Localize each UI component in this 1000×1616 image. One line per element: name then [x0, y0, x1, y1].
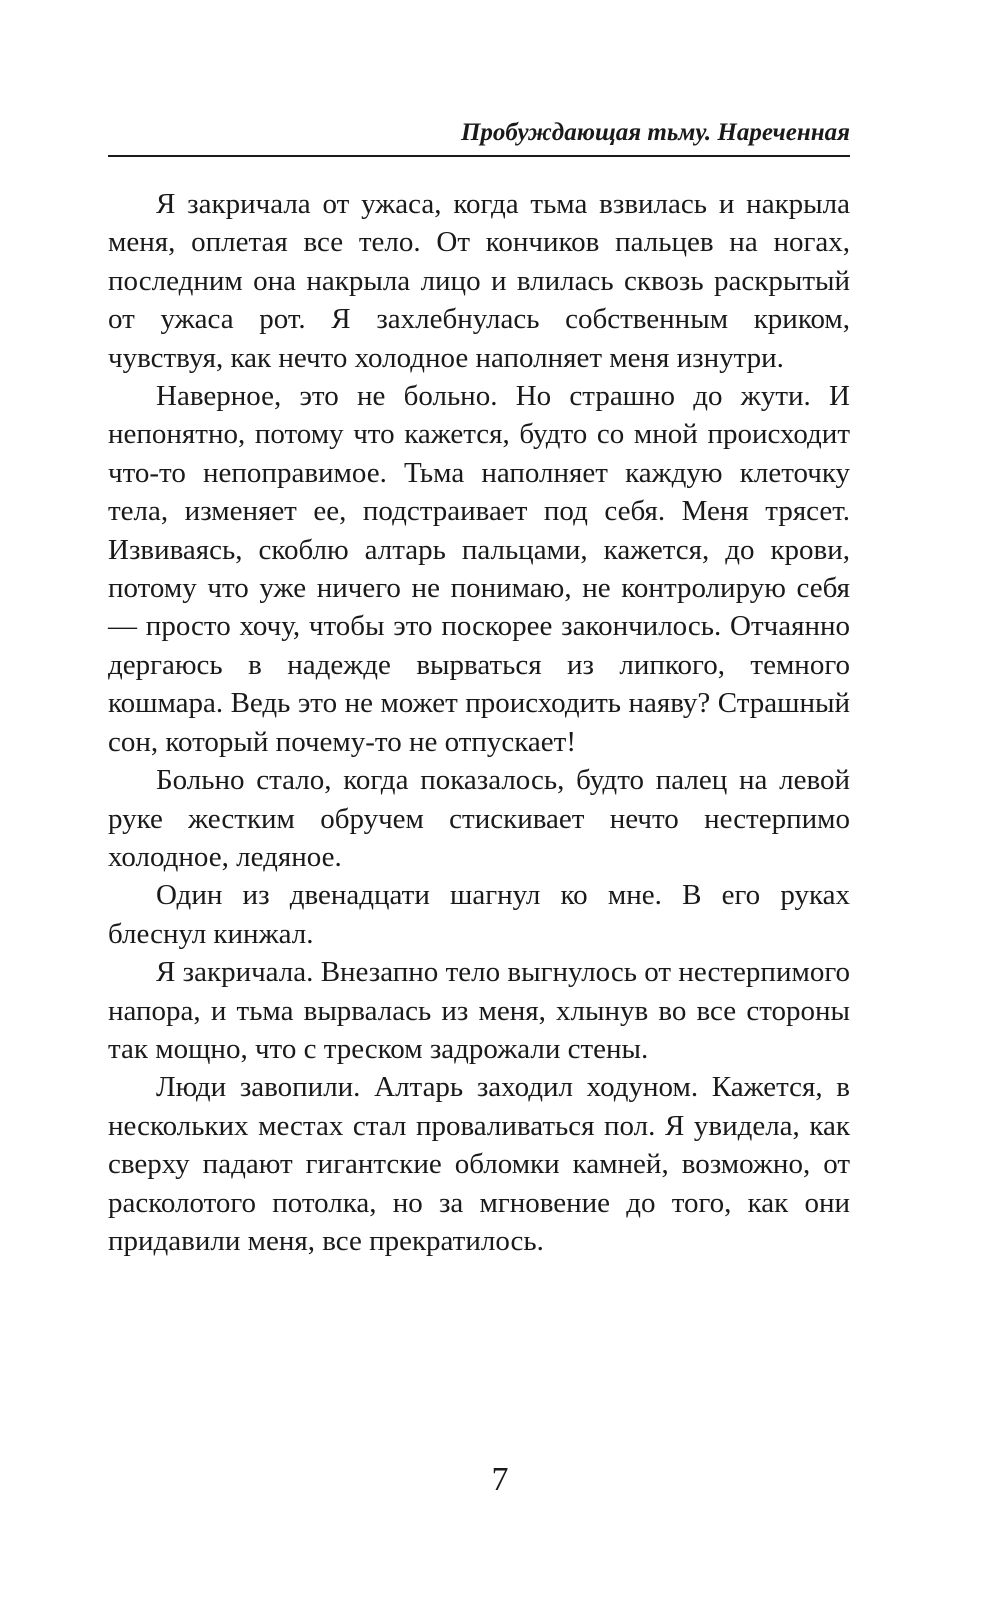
paragraph-2: Наверное, это не больно. Но страшно до жути. И непонятно, потому что кажется, будто со мной происходит что-то непоправимое. Тьма наполняет каждую клеточку тела, изменяет ее, подстраивает под себя. Меня трясет. Извиваясь, скоблю алтарь пальцами, кажется, до крови, потому что уже ничего не понимаю, не контролирую себя — просто хочу, чтобы это поскорее закончилось. Отчаянно дергаюсь в надежде вырваться из липкого, темного кошмара. Ведь это не может происходить наяву? Страшный сон, который почему-то не отпускает!	[108, 380, 850, 758]
page-number: 7	[491, 1461, 509, 1498]
paragraph-6: Люди завопили. Алтарь заходил ходуном. Кажется, в нескольких местах стал проваливаться пол. Я увидела, как сверху падают гигантские обломки камней, возможно, от расколотого потолка, но за мгновение до того, как они придавили меня, все прекратилось.	[108, 1071, 850, 1257]
paragraph-4: Один из двенадцати шагнул ко мне. В его руках блеснул кинжал.	[108, 879, 850, 950]
header-divider	[108, 155, 850, 157]
paragraph-3: Больно стало, когда показалось, будто палец на левой руке жестким обручем стискивает нечто нестерпимо холодное, ледяное.	[108, 764, 850, 873]
paragraph-1: Я закричала от ужаса, когда тьма взвилась и накрыла меня, оплетая все тело. От кончиков пальцев на ногах, последним она накрыла лицо и влилась сквозь раскрытый от ужаса рот. Я захлебнулась собственным криком, чувствуя, как нечто холодное наполняет меня изнутри.	[108, 188, 850, 374]
paragraph-5: Я закричала. Внезапно тело выгнулось от нестерпимого напора, и тьма вырвалась из меня, хлынув во все стороны так мощно, что с треском задрожали стены.	[108, 956, 850, 1065]
body-text	[108, 185, 850, 1260]
running-head-title: Пробуждающая тьму. Нареченная	[460, 119, 850, 146]
